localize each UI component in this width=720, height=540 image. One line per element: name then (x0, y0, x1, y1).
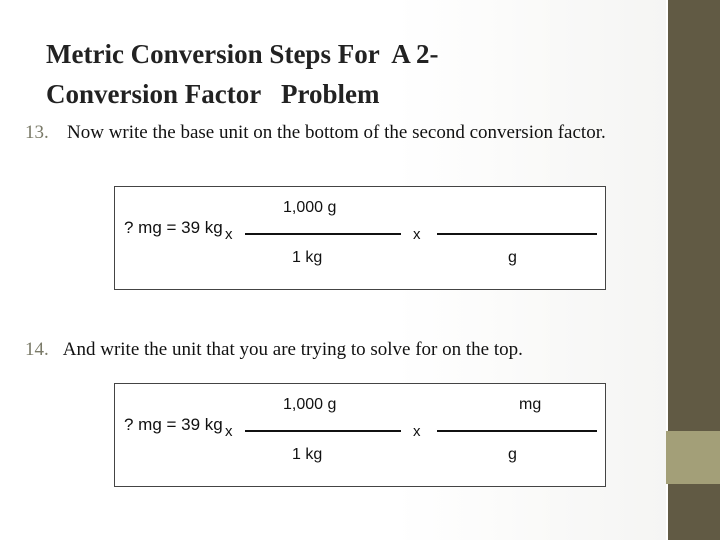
multiply-sign: x (225, 226, 233, 243)
equation-left-side: ? mg = 39 kg (124, 415, 223, 434)
fraction-2-numerator: mg (519, 396, 542, 413)
fraction-1-numerator: 1,000 g (283, 199, 337, 216)
fraction-1-bar (245, 430, 401, 432)
step-text: Now write the base unit on the bottom of the second conversion factor. (67, 122, 606, 143)
fraction-1-denominator: 1 kg (292, 446, 323, 463)
multiply-sign: x (413, 423, 421, 440)
fraction-2-denominator: g (508, 249, 517, 266)
step-number: 14. (25, 339, 49, 360)
equation-left-side: ? mg = 39 kg (124, 218, 223, 237)
fraction-1-bar (245, 233, 401, 235)
fraction-2-bar (437, 430, 597, 432)
step-14 (25, 337, 665, 363)
step-13 (25, 120, 645, 146)
multiply-sign: x (225, 423, 233, 440)
fraction-1-denominator: 1 kg (292, 249, 323, 266)
equation-box-2 (114, 383, 606, 487)
fraction-1-numerator: 1,000 g (283, 396, 337, 413)
fraction-2-bar (437, 233, 597, 235)
fraction-2-denominator: g (508, 446, 517, 463)
step-text: And write the unit that you are trying to solve for on the top. (62, 339, 523, 360)
step-number: 13. (25, 122, 49, 143)
multiply-sign: x (413, 226, 421, 243)
slide-title: Metric Conversion Steps For A 2- Conversion Factor Problem (46, 39, 439, 109)
sidebar-accent-block (666, 431, 720, 484)
equation-box-1 (114, 186, 606, 290)
